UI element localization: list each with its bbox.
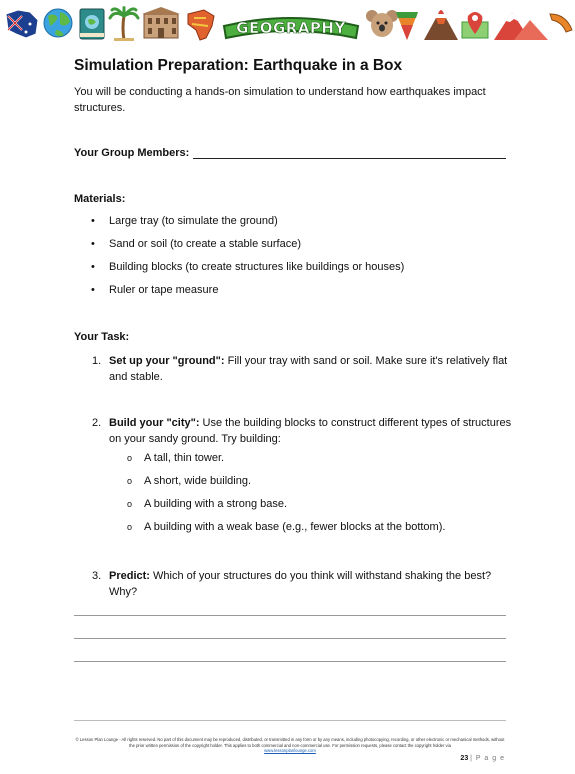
- answer-line[interactable]: [74, 661, 506, 662]
- list-item: o A tall, thin tower.: [127, 452, 225, 464]
- palm-tree-icon: [110, 8, 138, 41]
- website-link[interactable]: www.lessonplanlounge.com: [264, 748, 316, 753]
- africa-map-icon: [188, 10, 214, 40]
- answer-line[interactable]: [74, 615, 506, 616]
- step-lead: Set up your "ground":: [109, 355, 225, 367]
- page-number: 23 | P a g e: [460, 755, 505, 762]
- task-step-1: 1. Set up your "ground": Fill your tray with sand or soil. Make sure it's relatively flat and stable.: [92, 355, 508, 383]
- list-item: • Sand or soil (to create a stable surface): [91, 238, 301, 250]
- task-heading: Your Task:: [74, 331, 130, 343]
- step-lead: Predict:: [109, 570, 150, 582]
- circle-bullet-icon: o: [127, 453, 133, 463]
- logo: [224, 18, 358, 38]
- boomerang-icon: [550, 14, 572, 32]
- step-text: Fill your tray with sand or soil. Make sure it's relatively flat and stable.: [109, 355, 508, 383]
- list-item: • Ruler or tape measure: [91, 284, 219, 296]
- answer-line[interactable]: [74, 638, 506, 639]
- circle-bullet-icon: o: [127, 476, 133, 486]
- page-title: Simulation Preparation: Earthquake in a Box: [74, 57, 403, 74]
- footer-divider: [74, 720, 506, 721]
- bullet-icon: •: [91, 284, 95, 296]
- circle-bullet-icon: o: [127, 522, 133, 532]
- group-members-label: Your Group Members:: [74, 147, 190, 159]
- header-banner: [0, 0, 575, 48]
- intro-text: You will be conducting a hands-on simulation to understand how earthquakes impact structures.: [74, 86, 486, 114]
- building-icon: [142, 7, 180, 38]
- step-lead: Build your "city":: [109, 417, 200, 429]
- map-pin-icon: [462, 12, 488, 38]
- step-text: Use the building blocks to construct different types of structures on your sandy ground. Try building:: [109, 417, 512, 445]
- australia-map-icon: [6, 10, 38, 38]
- task-step-3: 3. Predict: Which of your structures do you think will withstand shaking the best? Why?: [92, 570, 492, 598]
- list-item: • Large tray (to simulate the ground): [91, 215, 278, 227]
- bullet-icon: •: [91, 215, 95, 227]
- structure-list: [127, 452, 445, 544]
- bullet-icon: •: [91, 238, 95, 250]
- globe-icon: [44, 9, 72, 37]
- step-text: Which of your structures do you think will withstand shaking the best? Why?: [109, 570, 492, 598]
- bullet-icon: •: [91, 261, 95, 273]
- group-members-input-line[interactable]: [193, 146, 506, 159]
- mountains-icon: [494, 12, 548, 40]
- volcano-icon: [424, 10, 458, 40]
- svg-text:GEOGRAPHY: GEOGRAPHY: [236, 19, 346, 37]
- earth-layers-icon: [396, 12, 418, 40]
- book-icon: [80, 9, 104, 39]
- list-item: o A building with a strong base.: [127, 498, 288, 510]
- copyright-notice: © Lesson Plan Lounge - All rights reserved. No part of this document may be reproduced, distributed, or transmitted in any form or by any means, including photocopying, recording, or other electronic or mechanical methods, without the prior written permission of the copyright holder. This applies to both commercial and non-commercial use. For permission requests, please contact the copyright holder via www.lessonplanlounge.com: [75, 737, 505, 753]
- list-item: o A building with a weak base (e.g., fewer blocks at the bottom).: [127, 521, 446, 533]
- group-members-field: [74, 146, 506, 159]
- list-item: • Building blocks (to create structures like buildings or houses): [91, 261, 405, 273]
- materials-heading: Materials:: [74, 193, 126, 205]
- materials-list: [91, 215, 404, 307]
- koala-icon: [366, 10, 398, 37]
- circle-bullet-icon: o: [127, 499, 133, 509]
- task-step-2: 2. Build your "city": Use the building blocks to construct different types of structures on your sandy ground. Try building:: [92, 417, 512, 445]
- list-item: o A short, wide building.: [127, 475, 252, 487]
